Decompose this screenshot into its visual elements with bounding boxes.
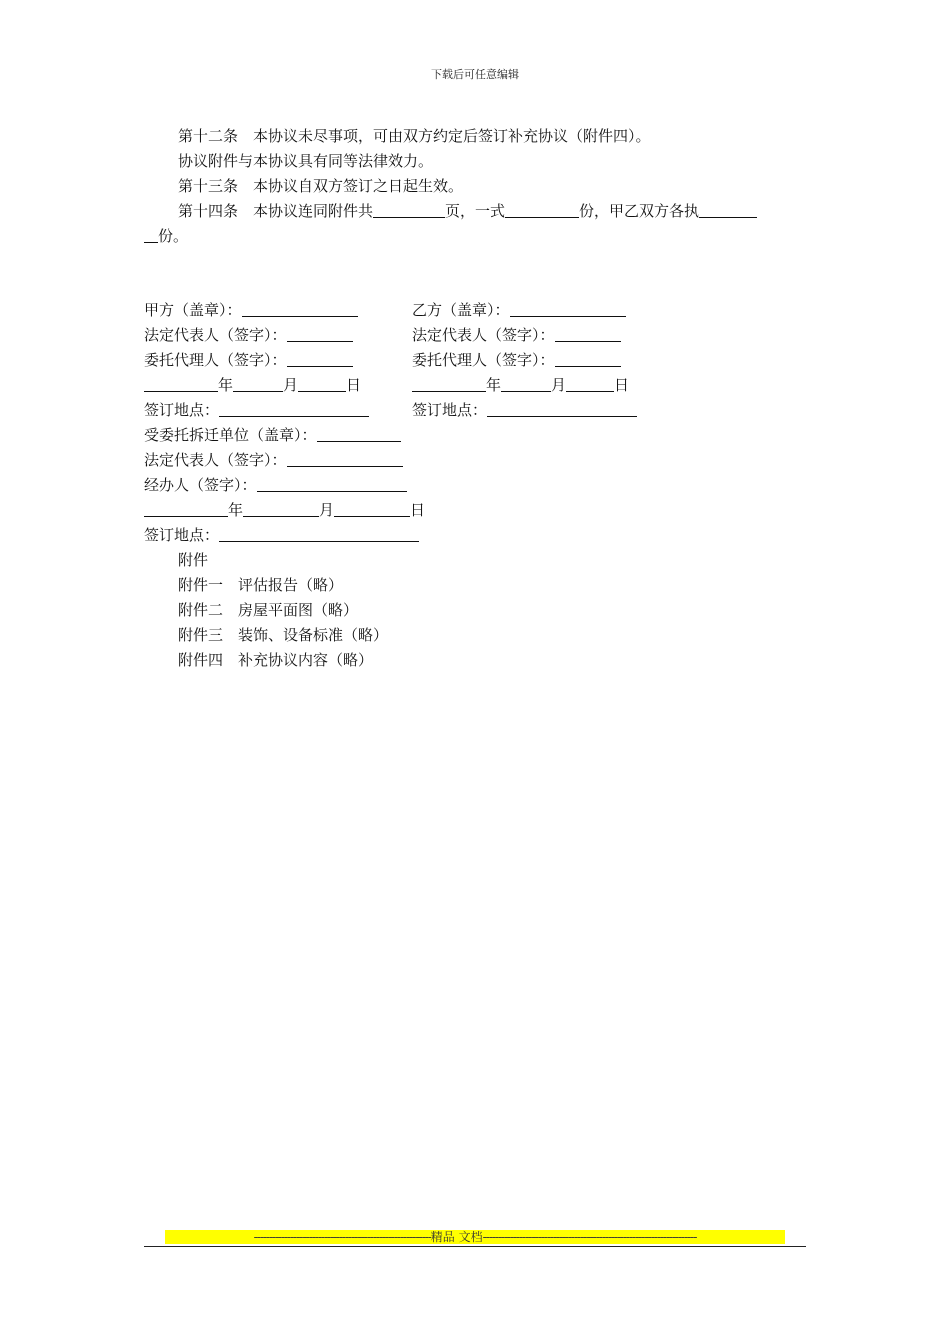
attachment-item: 附件二 房屋平面图（略） xyxy=(178,601,359,619)
party-b-year-label: 年 xyxy=(486,376,502,394)
party-b-seal-blank xyxy=(510,302,626,317)
each-party-blank-cont xyxy=(144,228,158,243)
entrusted-legal-rep-blank xyxy=(287,452,403,467)
entrusted-date xyxy=(144,500,425,520)
party-a-seal-blank xyxy=(242,302,358,317)
party-a-place xyxy=(144,400,369,420)
party-a-agent-label: 委托代理人（签字）： xyxy=(144,351,287,369)
party-a-seal xyxy=(144,300,358,320)
party-b-year-blank xyxy=(412,377,486,392)
footer-left-dashes: ---------------------------------------------------------- xyxy=(253,1230,431,1244)
party-a-agent-blank xyxy=(287,352,353,367)
entrusted-legal-rep xyxy=(144,450,403,470)
entrusted-year-label: 年 xyxy=(228,501,244,519)
party-a-legal-rep xyxy=(144,325,353,345)
party-a-agent xyxy=(144,350,353,370)
party-a-year-label: 年 xyxy=(218,376,234,394)
party-b-date xyxy=(412,375,629,395)
party-b-seal-label: 乙方（盖章）： xyxy=(412,301,510,319)
party-b-month-label: 月 xyxy=(551,376,567,394)
party-b-agent-label: 委托代理人（签字）： xyxy=(412,351,555,369)
party-b-legal-rep-label: 法定代表人（签字）： xyxy=(412,326,555,344)
footer-label: 精品 文档 xyxy=(430,1230,483,1244)
page-header: 下载后可任意编辑 xyxy=(431,68,519,81)
party-b-day-blank xyxy=(566,377,614,392)
copies-blank xyxy=(505,203,579,218)
entrusted-day-label: 日 xyxy=(410,501,426,519)
entrusted-place xyxy=(144,525,419,545)
article-14-text-2: 页，一式 xyxy=(445,202,506,220)
entrusted-place-label: 签订地点： xyxy=(144,526,220,544)
attachments-title: 附件 xyxy=(178,551,209,569)
party-a-year-blank xyxy=(144,377,218,392)
party-b-month-blank xyxy=(501,377,551,392)
attachment-item: 附件三 装饰、设备标准（略） xyxy=(178,626,389,644)
attachment-item: 附件四 补充协议内容（略） xyxy=(178,651,374,669)
entrusted-unit-label: 受委托拆迁单位（盖章）： xyxy=(144,426,317,444)
party-b-agent-blank xyxy=(555,352,621,367)
article-13: 第十三条 本协议自双方签订之日起生效。 xyxy=(178,177,464,195)
footer-banner xyxy=(165,1230,785,1244)
entrusted-unit-blank xyxy=(317,427,401,442)
party-b-legal-rep xyxy=(412,325,621,345)
party-a-day-label: 日 xyxy=(346,376,362,394)
entrusted-month-label: 月 xyxy=(319,501,335,519)
entrusted-handler-label: 经办人（签字）： xyxy=(144,476,257,494)
pages-blank xyxy=(373,203,445,218)
party-a-day-blank xyxy=(298,377,346,392)
attachment-item: 附件一 评估报告（略） xyxy=(178,576,344,594)
footer-right-dashes: ---------------------------------------------------------------------- xyxy=(482,1230,697,1244)
article-14 xyxy=(178,201,757,221)
party-a-place-label: 签订地点： xyxy=(144,401,220,419)
article-12-note: 协议附件与本协议具有同等法律效力。 xyxy=(178,152,434,170)
each-party-blank xyxy=(699,203,757,218)
article-12: 第十二条 本协议未尽事项，可由双方约定后签订补充协议（附件四）。 xyxy=(178,127,651,145)
party-b-day-label: 日 xyxy=(614,376,630,394)
entrusted-unit xyxy=(144,425,401,445)
party-b-legal-rep-blank xyxy=(555,327,621,342)
party-a-seal-label: 甲方（盖章）： xyxy=(144,301,242,319)
party-b-place-label: 签订地点： xyxy=(412,401,488,419)
entrusted-handler xyxy=(144,475,407,495)
party-b-seal xyxy=(412,300,626,320)
entrusted-place-blank xyxy=(219,527,419,542)
party-a-month-blank xyxy=(233,377,283,392)
party-a-legal-rep-blank xyxy=(287,327,353,342)
footer-rule xyxy=(144,1246,806,1247)
article-14-text-4: 份。 xyxy=(158,227,189,245)
entrusted-year-blank xyxy=(144,502,228,517)
party-b-place-blank xyxy=(487,402,637,417)
article-14-cont xyxy=(144,226,188,246)
entrusted-legal-rep-label: 法定代表人（签字）： xyxy=(144,451,287,469)
party-a-place-blank xyxy=(219,402,369,417)
article-14-text-3: 份，甲乙双方各执 xyxy=(579,202,700,220)
entrusted-handler-blank xyxy=(257,477,407,492)
entrusted-month-blank xyxy=(243,502,319,517)
article-14-text-1: 第十四条 本协议连同附件共 xyxy=(178,202,374,220)
party-a-month-label: 月 xyxy=(283,376,299,394)
entrusted-day-blank xyxy=(334,502,410,517)
party-a-date xyxy=(144,375,361,395)
party-a-legal-rep-label: 法定代表人（签字）： xyxy=(144,326,287,344)
party-b-place xyxy=(412,400,637,420)
party-b-agent xyxy=(412,350,621,370)
